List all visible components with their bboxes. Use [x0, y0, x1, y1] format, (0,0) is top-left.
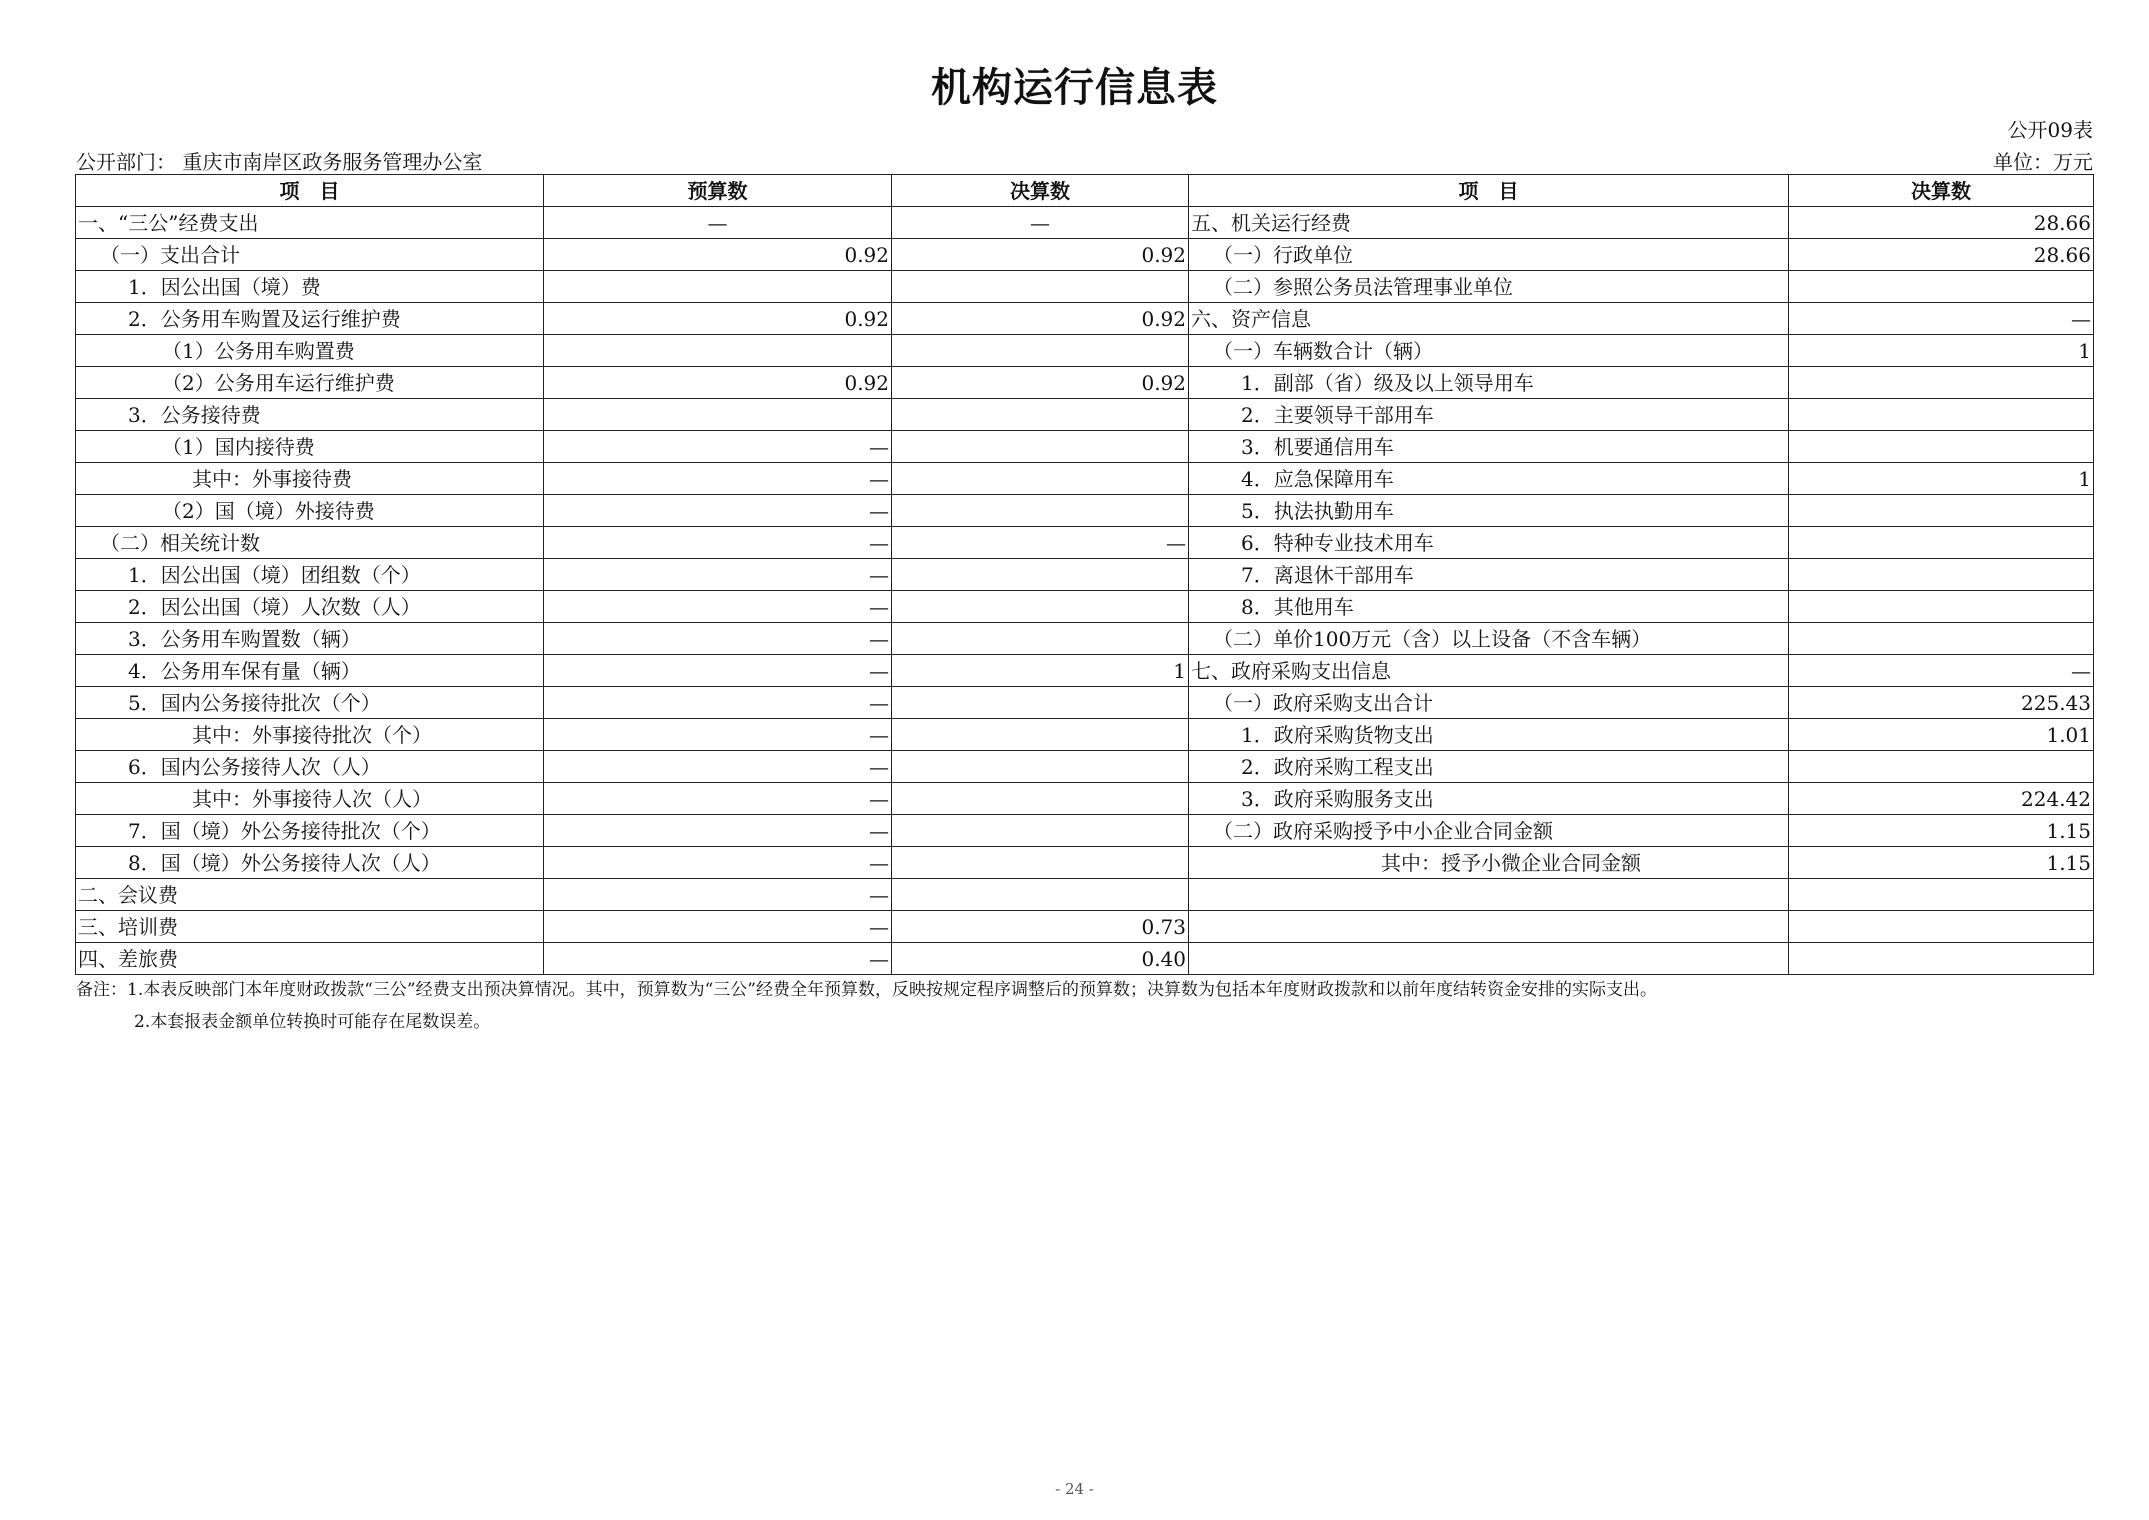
- right-item-cell: [1189, 879, 1789, 911]
- table-row: [76, 911, 2094, 943]
- right-final-cell: 1.15: [1789, 815, 2094, 847]
- right-final-cell: 28.66: [1789, 207, 2094, 239]
- budget-cell: —: [544, 911, 892, 943]
- final-cell: [892, 847, 1189, 879]
- table-body: [76, 207, 2094, 975]
- left-item-cell: （2）公务用车运行维护费: [76, 367, 544, 399]
- budget-cell: 0.92: [544, 303, 892, 335]
- page-number: - 24 -: [1055, 1480, 1094, 1498]
- right-item-cell: （一）政府采购支出合计: [1189, 687, 1789, 719]
- right-item-cell: 2．政府采购工程支出: [1189, 751, 1789, 783]
- right-item-cell: （二）政府采购授予中小企业合同金额: [1189, 815, 1789, 847]
- left-item-cell: （1）公务用车购置费: [76, 335, 544, 367]
- budget-cell: —: [544, 783, 892, 815]
- final-cell: [892, 623, 1189, 655]
- final-cell: [892, 559, 1189, 591]
- budget-cell: —: [544, 943, 892, 975]
- department-label: 公开部门： 重庆市南岸区政务服务管理办公室: [76, 150, 483, 174]
- table-row: [76, 719, 2094, 751]
- right-item-cell: 1．副部（省）级及以上领导用车: [1189, 367, 1789, 399]
- budget-cell: —: [544, 623, 892, 655]
- budget-cell: —: [544, 719, 892, 751]
- right-final-cell: —: [1789, 303, 2094, 335]
- table-row: [76, 591, 2094, 623]
- right-final-cell: [1789, 943, 2094, 975]
- header-right-final: 决算数: [1789, 175, 2094, 207]
- table-header-row: [76, 175, 2094, 207]
- right-final-cell: [1789, 591, 2094, 623]
- final-cell: [892, 751, 1189, 783]
- table-row: [76, 207, 2094, 239]
- final-cell: [892, 879, 1189, 911]
- final-cell: 0.40: [892, 943, 1189, 975]
- left-item-cell: 1．因公出国（境）费: [76, 271, 544, 303]
- left-item-cell: 三、培训费: [76, 911, 544, 943]
- final-cell: —: [892, 207, 1189, 239]
- right-final-cell: [1789, 271, 2094, 303]
- budget-cell: —: [544, 847, 892, 879]
- budget-cell: [544, 399, 892, 431]
- unit-label: 单位：万元: [1993, 150, 2093, 174]
- budget-cell: —: [544, 879, 892, 911]
- header-final: 决算数: [892, 175, 1189, 207]
- budget-cell: —: [544, 815, 892, 847]
- right-item-cell: 4．应急保障用车: [1189, 463, 1789, 495]
- right-item-cell: 五、机关运行经费: [1189, 207, 1789, 239]
- final-cell: [892, 463, 1189, 495]
- table-row: [76, 431, 2094, 463]
- left-item-cell: 8．国（境）外公务接待人次（人）: [76, 847, 544, 879]
- table-row: [76, 399, 2094, 431]
- final-cell: 1: [892, 655, 1189, 687]
- info-table: [75, 174, 2094, 975]
- right-final-cell: 1: [1789, 335, 2094, 367]
- budget-cell: —: [544, 751, 892, 783]
- budget-cell: —: [544, 687, 892, 719]
- right-item-cell: 6．特种专业技术用车: [1189, 527, 1789, 559]
- note-1: 备注：1.本表反映部门本年度财政拨款“三公”经费支出预决算情况。其中，预算数为“三公”经费全年预算数，反映按规定程序调整后的预算数；决算数为包括本年度财政拨款和以前年度结转资金安排的实际支出。: [76, 980, 1657, 1000]
- left-item-cell: 3．公务接待费: [76, 399, 544, 431]
- right-final-cell: 225.43: [1789, 687, 2094, 719]
- left-item-cell: （2）国（境）外接待费: [76, 495, 544, 527]
- right-final-cell: [1789, 623, 2094, 655]
- left-item-cell: 6．国内公务接待人次（人）: [76, 751, 544, 783]
- header-budget: 预算数: [544, 175, 892, 207]
- right-final-cell: [1789, 751, 2094, 783]
- left-item-cell: 其中：外事接待人次（人）: [76, 783, 544, 815]
- left-item-cell: （一）支出合计: [76, 239, 544, 271]
- table-row: [76, 687, 2094, 719]
- right-item-cell: [1189, 911, 1789, 943]
- right-final-cell: 1.01: [1789, 719, 2094, 751]
- right-item-cell: （一）行政单位: [1189, 239, 1789, 271]
- right-item-cell: 六、资产信息: [1189, 303, 1789, 335]
- budget-cell: 0.92: [544, 239, 892, 271]
- right-item-cell: （一）车辆数合计（辆）: [1189, 335, 1789, 367]
- right-item-cell: （二）参照公务员法管理事业单位: [1189, 271, 1789, 303]
- left-item-cell: （二）相关统计数: [76, 527, 544, 559]
- left-item-cell: 2．公务用车购置及运行维护费: [76, 303, 544, 335]
- budget-cell: —: [544, 431, 892, 463]
- table-row: [76, 655, 2094, 687]
- left-item-cell: 1．因公出国（境）团组数（个）: [76, 559, 544, 591]
- budget-cell: [544, 335, 892, 367]
- right-final-cell: 1.15: [1789, 847, 2094, 879]
- final-cell: 0.73: [892, 911, 1189, 943]
- table-row: [76, 559, 2094, 591]
- final-cell: [892, 815, 1189, 847]
- budget-cell: —: [544, 495, 892, 527]
- budget-cell: —: [544, 207, 892, 239]
- right-final-cell: [1789, 879, 2094, 911]
- final-cell: [892, 687, 1189, 719]
- page-title: 机构运行信息表: [931, 65, 1218, 111]
- table-number: 公开09表: [2007, 118, 2093, 142]
- table-row: [76, 527, 2094, 559]
- table-row: [76, 271, 2094, 303]
- left-item-cell: 四、差旅费: [76, 943, 544, 975]
- final-cell: [892, 719, 1189, 751]
- notes: [76, 974, 1657, 1038]
- right-item-cell: 8．其他用车: [1189, 591, 1789, 623]
- right-item-cell: 其中：授予小微企业合同金额: [1189, 847, 1789, 879]
- right-final-cell: 1: [1789, 463, 2094, 495]
- right-final-cell: [1789, 527, 2094, 559]
- table-row: [76, 943, 2094, 975]
- right-item-cell: 七、政府采购支出信息: [1189, 655, 1789, 687]
- left-item-cell: （1）国内接待费: [76, 431, 544, 463]
- final-cell: [892, 495, 1189, 527]
- budget-cell: —: [544, 559, 892, 591]
- budget-cell: —: [544, 463, 892, 495]
- table-row: [76, 751, 2094, 783]
- table-row: [76, 367, 2094, 399]
- budget-cell: —: [544, 655, 892, 687]
- final-cell: [892, 431, 1189, 463]
- right-final-cell: [1789, 559, 2094, 591]
- right-item-cell: 5．执法执勤用车: [1189, 495, 1789, 527]
- left-item-cell: 3．公务用车购置数（辆）: [76, 623, 544, 655]
- right-final-cell: [1789, 495, 2094, 527]
- right-final-cell: 28.66: [1789, 239, 2094, 271]
- table-row: [76, 463, 2094, 495]
- right-final-cell: —: [1789, 655, 2094, 687]
- table-row: [76, 879, 2094, 911]
- right-final-cell: 224.42: [1789, 783, 2094, 815]
- budget-cell: —: [544, 591, 892, 623]
- right-final-cell: [1789, 431, 2094, 463]
- right-final-cell: [1789, 367, 2094, 399]
- budget-cell: [544, 271, 892, 303]
- table-row: [76, 335, 2094, 367]
- final-cell: [892, 399, 1189, 431]
- table-row: [76, 303, 2094, 335]
- final-cell: 0.92: [892, 239, 1189, 271]
- right-item-cell: 1．政府采购货物支出: [1189, 719, 1789, 751]
- table-row: [76, 815, 2094, 847]
- right-final-cell: [1789, 911, 2094, 943]
- budget-cell: —: [544, 527, 892, 559]
- final-cell: 0.92: [892, 303, 1189, 335]
- final-cell: [892, 783, 1189, 815]
- final-cell: —: [892, 527, 1189, 559]
- budget-cell: 0.92: [544, 367, 892, 399]
- final-cell: [892, 271, 1189, 303]
- header-left-item: 项 目: [76, 175, 544, 207]
- left-item-cell: 其中：外事接待费: [76, 463, 544, 495]
- header-right-item: 项 目: [1189, 175, 1789, 207]
- table-row: [76, 847, 2094, 879]
- right-item-cell: （二）单价100万元（含）以上设备（不含车辆）: [1189, 623, 1789, 655]
- right-item-cell: 7．离退休干部用车: [1189, 559, 1789, 591]
- left-item-cell: 其中：外事接待批次（个）: [76, 719, 544, 751]
- table-row: [76, 623, 2094, 655]
- note-2: 2.本套报表金额单位转换时可能存在尾数误差。: [134, 1012, 491, 1032]
- left-item-cell: 一、“三公”经费支出: [76, 207, 544, 239]
- table-row: [76, 495, 2094, 527]
- table-row: [76, 783, 2094, 815]
- right-item-cell: 2．主要领导干部用车: [1189, 399, 1789, 431]
- right-item-cell: 3．机要通信用车: [1189, 431, 1789, 463]
- right-item-cell: 3．政府采购服务支出: [1189, 783, 1789, 815]
- left-item-cell: 二、会议费: [76, 879, 544, 911]
- right-item-cell: [1189, 943, 1789, 975]
- left-item-cell: 5．国内公务接待批次（个）: [76, 687, 544, 719]
- left-item-cell: 7．国（境）外公务接待批次（个）: [76, 815, 544, 847]
- right-final-cell: [1789, 399, 2094, 431]
- final-cell: [892, 591, 1189, 623]
- final-cell: [892, 335, 1189, 367]
- left-item-cell: 2．因公出国（境）人次数（人）: [76, 591, 544, 623]
- left-item-cell: 4．公务用车保有量（辆）: [76, 655, 544, 687]
- table-row: [76, 239, 2094, 271]
- final-cell: 0.92: [892, 367, 1189, 399]
